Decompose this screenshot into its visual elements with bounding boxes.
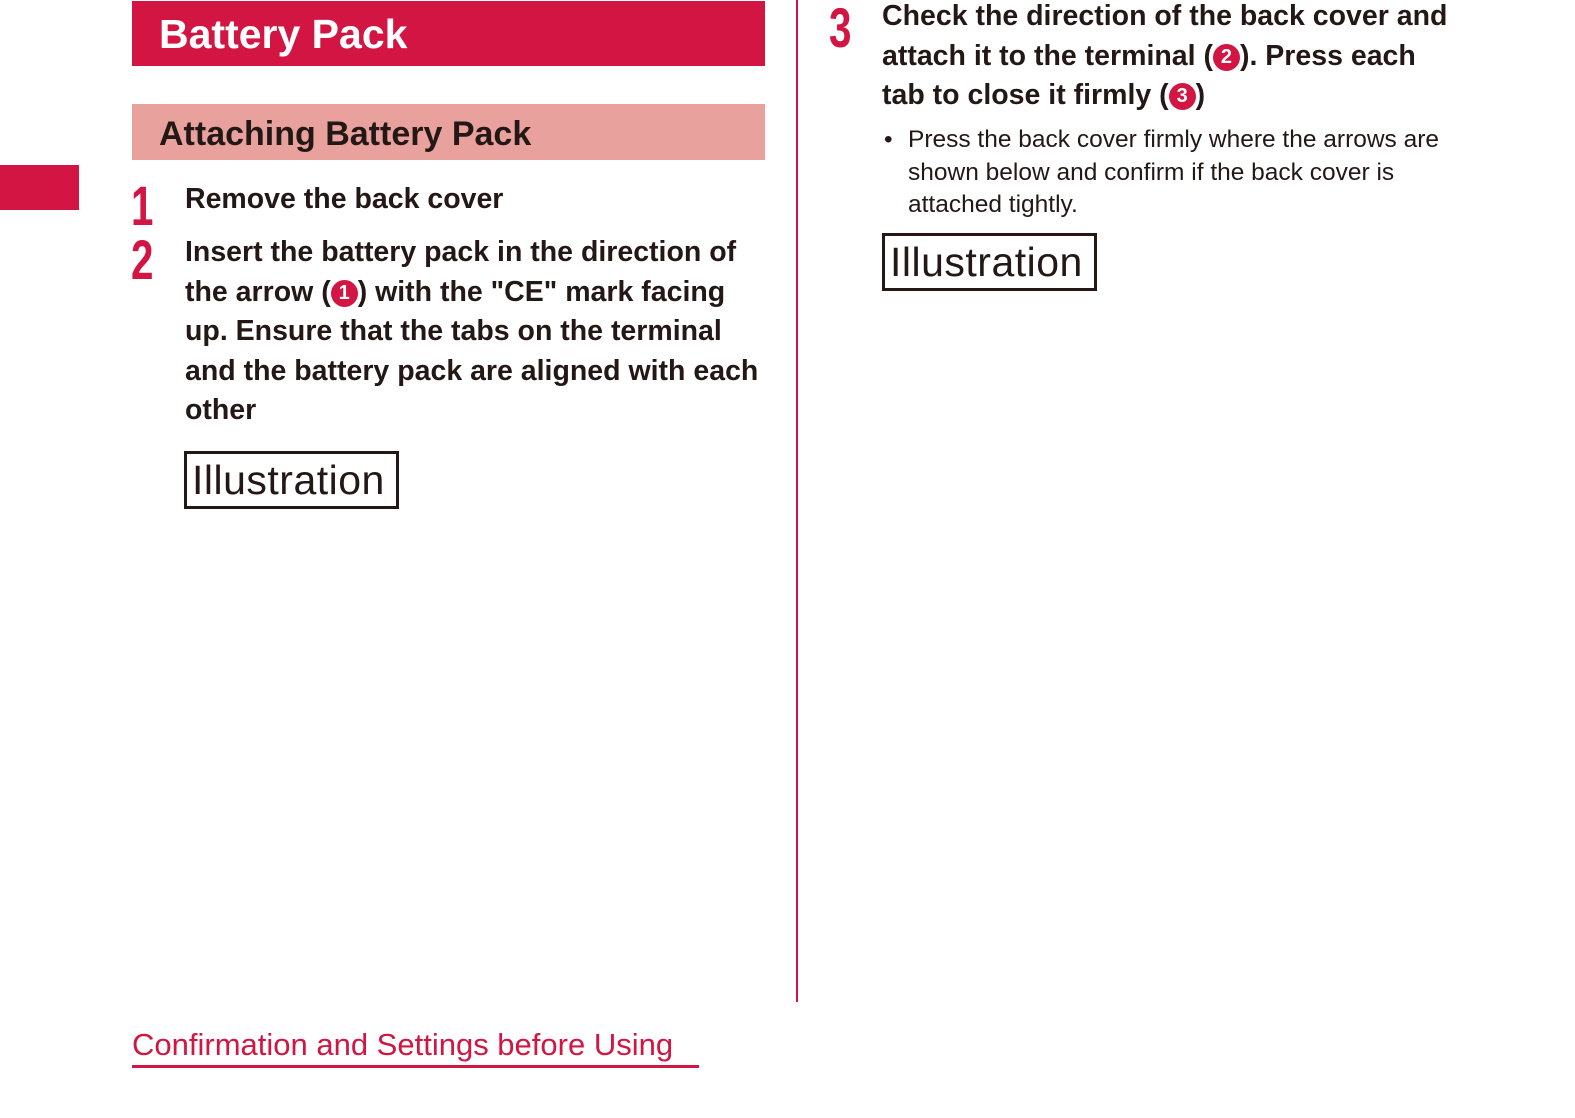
marker-3-badge: 3 [1169,83,1196,110]
chapter-side-tab [0,165,79,210]
step-2-number: 2 [131,228,152,291]
section-header-bar [132,104,765,160]
column-divider [796,0,798,1002]
step-3-text [882,0,1457,116]
step-3-text-part-3: ) [1195,79,1206,111]
step-3-text-part-1: Check the direction of the back cover and attach it to the terminal ( [882,0,1448,72]
step-3-note [884,124,1459,222]
section-title: Attaching Battery Pack [159,115,532,153]
page-title-bar [132,1,765,66]
marker-1-badge: 1 [331,280,358,307]
step-2-illustration-placeholder: Illustration [184,451,399,509]
step-2-text [185,233,775,431]
step-3-number: 3 [829,0,850,59]
step-3-note-text: Press the back cover firmly where the arrows are shown below and confirm if the back cover is attached tightly. [908,126,1440,218]
marker-2-badge: 2 [1213,44,1240,71]
page-title: Battery Pack [159,11,408,57]
step-2-text-part-2: ) with the "CE" mark facing up. Ensure that the tabs on the terminal and the battery pack are aligned with each other [185,275,759,426]
step-3-text-part-2: ). Press each tab to close it firmly ( [882,39,1416,111]
step-3-illustration-placeholder: Illustration [882,233,1097,291]
footer-chapter-link[interactable]: Confirmation and Settings before Using [132,1025,699,1068]
step-1-number: 1 [131,174,152,237]
note-bullet: • [884,126,893,153]
step-1-text: Remove the back cover [185,183,504,215]
step-2-text-part-1: Insert the battery pack in the direction of the arrow ( [185,236,737,308]
